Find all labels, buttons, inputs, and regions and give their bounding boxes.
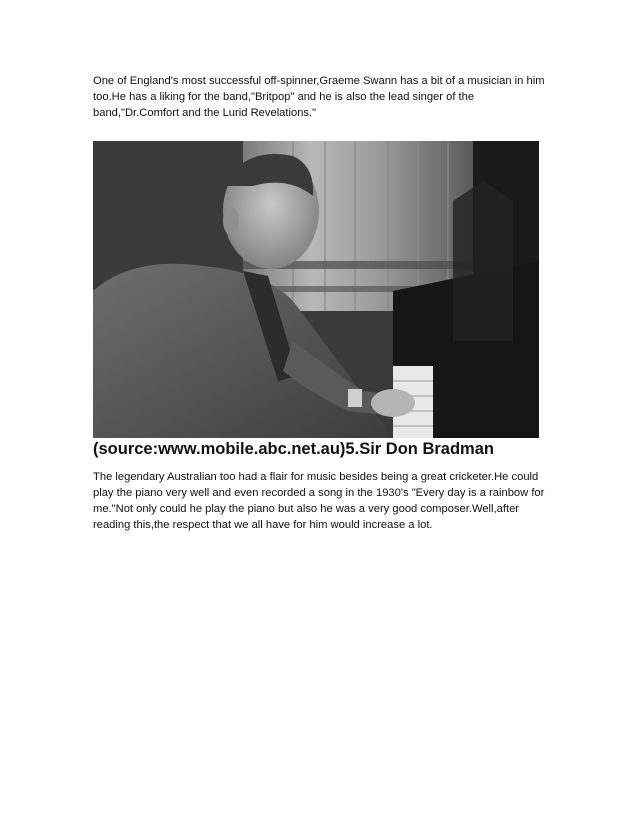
man-hand [371, 389, 415, 417]
wristwatch [348, 389, 362, 407]
intro-paragraph: One of England's most successful off-spinner,Graeme Swann has a bit of a musician in him too.He has a liking for the band,"Britpop" and he is also the lead singer of the band,"Dr.Comfort and the Lurid Revelations." [93, 75, 545, 119]
section-heading: (source:www.mobile.abc.net.au)5.Sir Don Bradman [93, 440, 494, 458]
bradman-paragraph: The legendary Australian too had a flair for music besides being a great cricketer.He could play the piano very well and even recorded a song in the 1930's "Every day is a rainbow for me."Not only could he play the piano but also he was a very good composer.Well,after reading this,the respect that we all have for him would increase a lot. [93, 471, 545, 531]
bradman-piano-photo [93, 141, 539, 438]
piano-photo-illustration [93, 141, 539, 438]
